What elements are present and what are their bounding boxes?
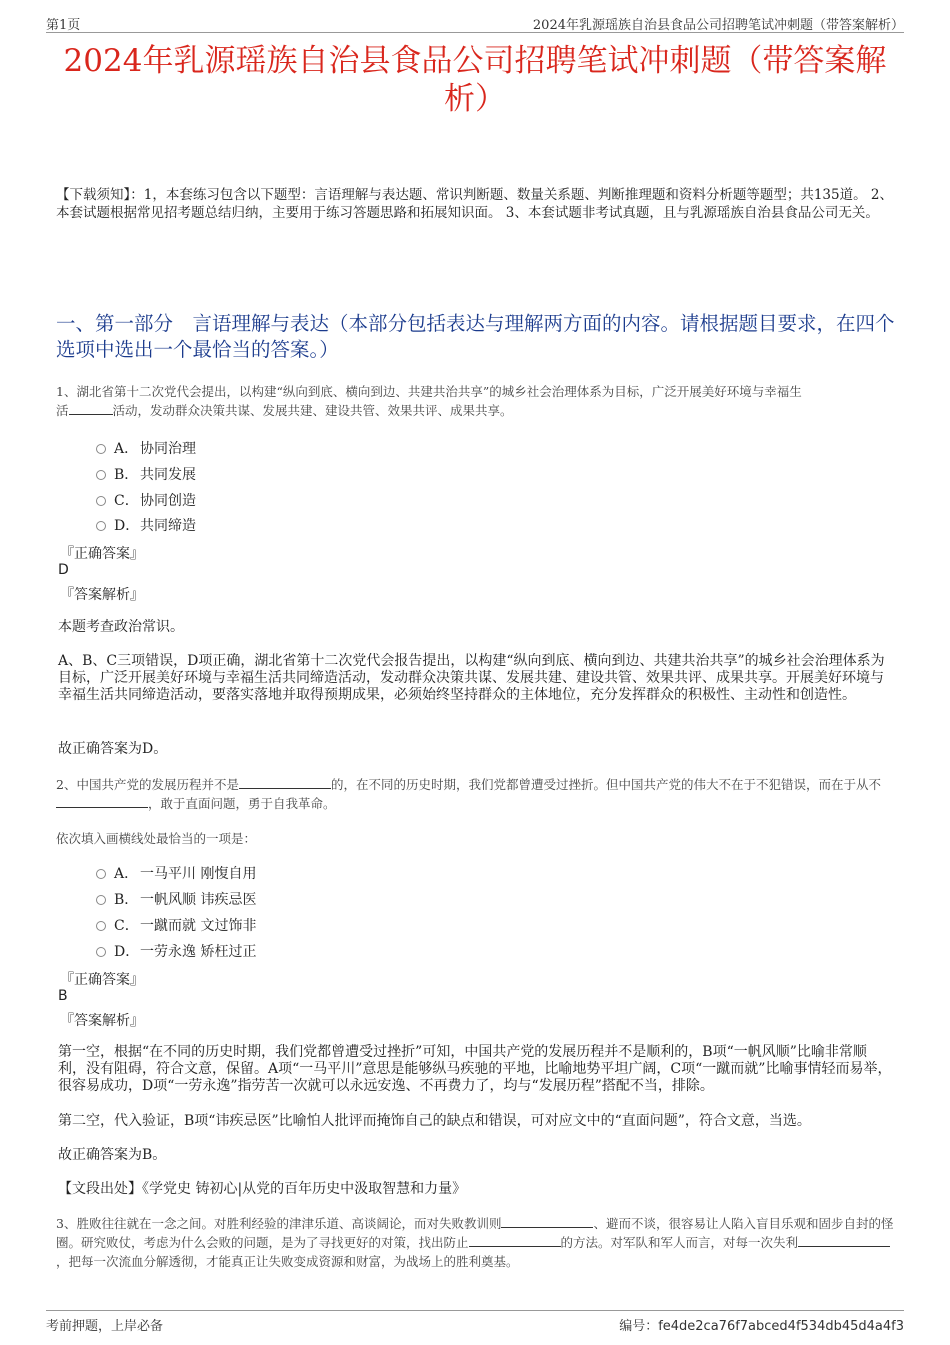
radio-icon[interactable]	[96, 496, 106, 506]
fill-blank	[469, 1234, 561, 1247]
question-1-stem-line2: 活 活动，发动群众决策共谋、发展共建、建设共管、效果共评、成果共享。	[56, 403, 513, 418]
radio-icon[interactable]	[96, 947, 106, 957]
page-number: 第1页	[46, 18, 81, 33]
question-3-stem: 3、胜败往往就在一念之间。对胜利经验的津津乐道、高谈阔论，而对失败教训则 、避而不谈，很容易让人陷入盲目乐观和固步自封的怪圈。研究败仗，考虑为什么会败的问题，是为了寻找更好的对策，找出防止 的方法。对军队和军人而言，对每一次失利，把每一次流血分解透彻，才能真正让失败变成资源和财富，为战场上的胜利奠基。	[56, 1216, 894, 1269]
radio-icon[interactable]	[96, 470, 106, 480]
q1-option-b[interactable]: B． 共同发展	[96, 464, 196, 484]
fill-blank	[69, 402, 113, 415]
q2-option-b[interactable]: B． 一帆风顺 讳疾忌医	[96, 889, 256, 909]
q1-option-c[interactable]: C．协同创造	[96, 490, 196, 510]
question-2-stem: 2、中国共产党的发展历程并不是 的，在不同的历史时期，我们党都曾遭受过挫折。但中国共产党的伟大不在于不犯错误，而在于从不，敢于直面问题，勇于自我革命。	[56, 777, 881, 811]
fill-blank	[239, 776, 331, 789]
question-1-stem	[56, 382, 894, 401]
fill-blank	[56, 795, 148, 808]
section-heading: 一、第一部分 言语理解与表达（本部分包括表达与理解两方面的内容。请根据题目要求，在四个选项中选出一个最恰当的答案。）	[56, 312, 895, 361]
q2-answer: B	[58, 988, 68, 1004]
q2-option-d[interactable]: D．一劳永逸 矫枉过正	[96, 941, 256, 961]
radio-icon[interactable]	[96, 444, 106, 454]
page-footer	[46, 1310, 904, 1337]
page-header	[46, 10, 904, 33]
q1-text-a: 1、湖北省第十二次党代会提出，以构建“纵向到底、横向到边、共建共治共享”的城乡社会治理体系为目标，广泛开展美好环境与幸福生	[56, 384, 802, 399]
q1-analysis-2: A、B、C三项错误，D项正确，湖北省第十二次党代会报告提出，以构建“纵向到底、横向到边、共建共治共享”的城乡社会治理体系为目标，广泛开展美好环境与幸福生活共同缔造活动，发动群众决策共谋、发展共建、建设共管、效果共评、成果共享。开展美好环境与幸福生活共同缔造活动，要落实落地并取得预期成果，必须始终坚持群众的主体地位，充分发挥群众的积极性、主动性和创造性。	[58, 653, 885, 703]
footer-id: 编号：fe4de2ca76f7abced4f534db45d4a4f3	[619, 1319, 904, 1334]
header-doc-title: 2024年乳源瑶族自治县食品公司招聘笔试冲刺题（带答案解析）	[532, 18, 904, 33]
q2-option-c[interactable]: C．一蹴而就 文过饰非	[96, 915, 256, 935]
q1-analysis-3: 故正确答案为D。	[58, 741, 168, 757]
q1-option-a[interactable]: A． 协同治理	[96, 438, 196, 458]
q1-answer: D	[58, 562, 69, 578]
q2-analysis-label: 『答案解析』	[60, 1013, 144, 1029]
q1-option-d[interactable]: D．共同缔造	[96, 515, 196, 535]
q2-option-a[interactable]: A． 一马平川 刚愎自用	[96, 863, 256, 883]
q2-prompt: 依次填入画横线处最恰当的一项是：	[56, 831, 257, 846]
q1-answer-label: 『正确答案』	[60, 546, 144, 562]
fill-blank	[798, 1234, 890, 1247]
document-title: 2024年乳源瑶族自治县食品公司招聘笔试冲刺题（带答案解析）	[63, 43, 887, 117]
q2-answer-label: 『正确答案』	[60, 972, 144, 988]
radio-icon[interactable]	[96, 921, 106, 931]
footer-slogan: 考前押题，上岸必备	[46, 1319, 164, 1334]
q2-analysis-2: 第二空，代入验证，B项“讳疾忌医”比喻怕人批评而掩饰自己的缺点和错误，可对应文中的“直面问题”，符合文意，当选。	[58, 1113, 811, 1129]
q1-analysis-1: 本题考查政治常识。	[58, 619, 184, 635]
fill-blank	[501, 1215, 593, 1228]
q2-analysis-1: 第一空，根据“在不同的历史时期，我们党都曾遭受过挫折”可知，中国共产党的发展历程并不是顺利的，B项“一帆风顺”比喻非常顺利，没有阻碍，符合文意，保留。A项“一马平川”意思是能够纵马疾驰的平地，比喻地势平坦广阔，C项“一蹴而就”比喻事情轻而易举，很容易成功，D项“一劳永逸”指劳苦一次就可以永远安逸、不再费力了，均与“发展历程”搭配不当，排除。	[58, 1044, 892, 1094]
radio-icon[interactable]	[96, 521, 106, 531]
q2-source: 【文段出处】《学党史 铸初心|从党的百年历史中汲取智慧和力量》	[58, 1181, 467, 1197]
download-notice: 【下载须知】：1，本套练习包含以下题型：言语理解与表达题、常识判断题、数量关系题、判断推理题和资料分析题等题型；共135道。 2、本套试题根据常见招考题总结归纳，主要用于练习答题思路和拓展知识面。 3、本套试题非考试真题，且与乳源瑶族自治县食品公司无关。	[56, 187, 893, 221]
radio-icon[interactable]	[96, 869, 106, 879]
q2-analysis-3: 故正确答案为B。	[58, 1147, 167, 1163]
q1-analysis-label: 『答案解析』	[60, 587, 144, 603]
radio-icon[interactable]	[96, 895, 106, 905]
